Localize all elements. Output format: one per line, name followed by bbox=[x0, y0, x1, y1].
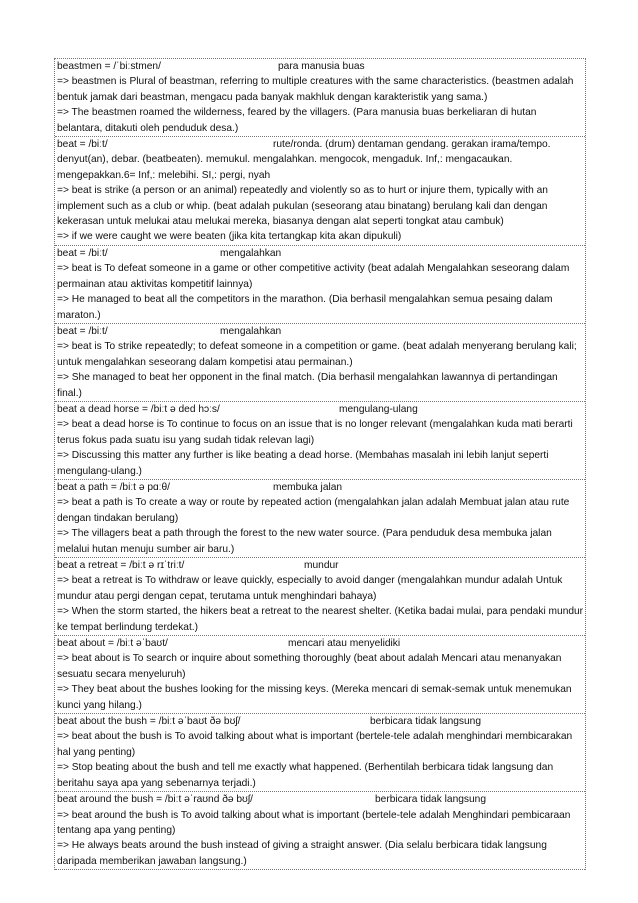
entry-header bbox=[57, 714, 584, 729]
entry-example: => if we were caught we were beaten (jika kita tertangkap kita akan dipukuli) bbox=[57, 231, 402, 243]
entry-definition: => beat around the bush is To avoid talking about what is important (bertele-tele adalah Menghindari pembicaraan tentang apa yang penting) bbox=[57, 809, 571, 836]
entry-definition: => beat is strike (a person or an animal) repeatedly and violently so as to hurt or injure them, typically with an implement such as a club or whip. (beat adalah pukulan (seseorang atau binatang) berulang kali dan dengan kekerasan untuk melukai atau melukai mereka, biasanya dengan alat seperti tongkat atau cambuk) bbox=[57, 185, 548, 228]
entry-example: => The villagers beat a path through the forest to the new water source. (Para penduduk desa membuka jalan melalui hutan menuju sumber air baru.) bbox=[57, 528, 552, 555]
entry-header bbox=[57, 402, 584, 417]
entry-header bbox=[57, 59, 584, 74]
entry-header bbox=[57, 636, 584, 651]
entry-term: beat = /biːt/ bbox=[57, 247, 108, 259]
entry-term: beat a retreat = /biːt ə rɪˈtriːt/ bbox=[57, 560, 185, 571]
entry-example: => Stop beating about the bush and tell me exactly what happened. (Berhentilah berbicara tidak langsung dan beritahu saya apa yang sebenarnya terjadi.) bbox=[57, 762, 554, 789]
entry-term: beat a path = /biːt ə pɑːθ/ bbox=[57, 481, 170, 493]
entry-header bbox=[57, 324, 584, 339]
entry-definition: => beat is To strike repeatedly; to defeat someone in a competition or game. (beat adalah menyerang berulang kali; untuk mengalahkan seseorang dalam kompetisi atau permainan.) bbox=[57, 341, 577, 368]
entry-term: beat a dead horse = /biːt ə ded hɔːs/ bbox=[57, 403, 220, 415]
entry-definition: => beastmen is Plural of beastman, referring to multiple creatures with the same characteristics. (beastmen adalah bentuk jamak dari beastman, mengacu pada banyak makhluk dengan karakteristik yang sama.) bbox=[57, 76, 574, 103]
entry-definition: => beat a path is To create a way or route by repeated action (mengalahkan jalan adalah Membuat jalan atau rute dengan tindakan berulang) bbox=[57, 497, 570, 524]
vocab-entry bbox=[55, 558, 585, 636]
entry-term: beastmen = /ˈbiːstmen/ bbox=[57, 61, 161, 72]
entry-header bbox=[57, 792, 584, 807]
entry-meaning: mencari atau menyelidiki bbox=[288, 638, 401, 650]
vocab-entry bbox=[55, 714, 585, 792]
vocabulary-table bbox=[54, 58, 586, 870]
entry-definition: => beat about is To search or inquire about something thoroughly (beat about adalah Mencari atau menanyakan sesuatu secara menyeluruh) bbox=[57, 653, 562, 680]
entry-example: => The beastmen roamed the wilderness, feared by the villagers. (Para manusia buas berkeliaran di hutan belantara, ditakuti oleh penduduk desa.) bbox=[57, 107, 537, 134]
entry-definition: => beat a retreat is To withdraw or leave quickly, especially to avoid danger (mengalahkan mundur adalah Untuk mundur atau pergi dengan cepat, terutama untuk menghindari bahaya) bbox=[57, 575, 563, 602]
entry-header bbox=[57, 137, 584, 152]
entry-term: beat = /biːt/ bbox=[57, 139, 108, 151]
entry-definition: => beat a dead horse is To continue to focus on an issue that is no longer relevant (mengalahkan kuda mati berarti terus fokus pada suatu isu yang sudah tidak relevan lagi) bbox=[57, 419, 573, 446]
entry-header bbox=[57, 480, 584, 495]
entry-term: beat about the bush = /biːt əˈbaʊt ðə bʊʃ/ bbox=[57, 716, 241, 728]
entry-meaning: berbicara tidak langsung bbox=[370, 716, 482, 728]
entry-meaning: mundur bbox=[304, 560, 339, 571]
entry-example: => He managed to beat all the competitors in the marathon. (Dia berhasil mengalahkan semua pesaing dalam maraton.) bbox=[57, 294, 553, 321]
entry-example: => He always beats around the bush instead of giving a straight answer. (Dia selalu berbicara tidak langsung daripada memberikan jawaban langsung.) bbox=[57, 840, 547, 867]
entry-header bbox=[57, 246, 584, 261]
entry-example: => Discussing this matter any further is like beating a dead horse. (Membahas masalah ini lebih lanjut seperti mengulang-ulang.) bbox=[57, 450, 549, 477]
vocab-entry bbox=[55, 137, 585, 246]
entry-example: => She managed to beat her opponent in the final match. (Dia berhasil mengalahkan lawannya di pertandingan final.) bbox=[57, 372, 558, 399]
entry-meaning: mengalahkan bbox=[220, 247, 282, 259]
entry-term: beat = /biːt/ bbox=[57, 325, 108, 337]
vocab-entry bbox=[55, 246, 585, 324]
entry-meaning: mengalahkan bbox=[220, 325, 282, 337]
entry-definition: => beat about the bush is To avoid talking about what is important (bertele-tele adalah menghindari membicarakan hal yang penting) bbox=[57, 731, 573, 758]
entry-term: beat around the bush = /biːt əˈraʊnd ðə bʊʃ/ bbox=[57, 794, 253, 806]
entry-example: => They beat about the bushes looking for the missing keys. (Mereka mencari di semak-semak untuk menemukan kunci yang hilang.) bbox=[57, 684, 572, 711]
vocab-entry bbox=[55, 324, 585, 402]
entry-term: beat about = /biːt əˈbaʊt/ bbox=[57, 638, 168, 650]
entry-meaning: para manusia buas bbox=[278, 61, 365, 72]
entry-meaning: mengulang-ulang bbox=[339, 403, 418, 415]
vocab-entry bbox=[55, 402, 585, 480]
vocab-entry bbox=[55, 636, 585, 714]
entry-meaning: membuka jalan bbox=[273, 481, 343, 493]
entry-meaning: berbicara tidak langsung bbox=[375, 794, 487, 806]
entry-header bbox=[57, 558, 584, 573]
entry-example: => When the storm started, the hikers beat a retreat to the nearest shelter. (Ketika badai mulai, para pendaki mundur ke tempat berlindung terdekat.) bbox=[57, 606, 584, 633]
entry-meaning: rute/ronda. (drum) dentaman gendang. gerakan irama/tempo. bbox=[273, 139, 551, 151]
vocab-entry bbox=[55, 59, 585, 137]
vocab-entry bbox=[55, 480, 585, 558]
entry-extra-meanings: denyut(an), debar. (beatbeaten). memukul. mengalahkan. mengocok, mengaduk. Inf,: mengacaukan. mengepakkan.6= Inf,: melebihi. SI,: pergi, nyah bbox=[57, 154, 513, 181]
entry-definition: => beat is To defeat someone in a game or other competitive activity (beat adalah Mengalahkan seseorang dalam permainan atau aktivitas kompetitif lainnya) bbox=[57, 263, 570, 290]
vocab-entry bbox=[55, 792, 585, 870]
